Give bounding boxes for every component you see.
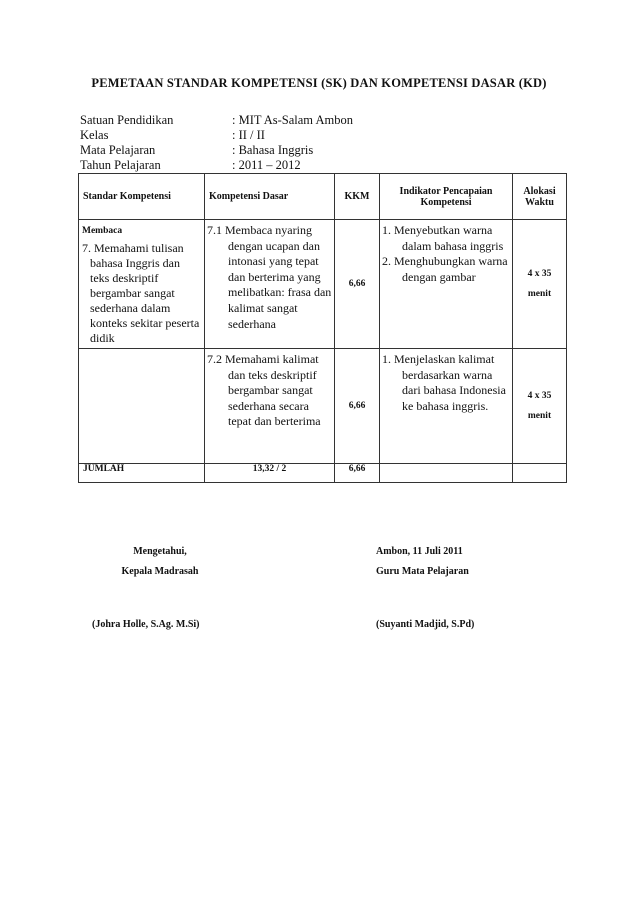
signature-left-line1: Mengetahui, — [133, 546, 187, 557]
indikator-cell — [380, 220, 513, 349]
info-row-tahun — [80, 158, 353, 173]
sk-cell — [79, 220, 205, 349]
total-row — [79, 464, 567, 483]
header-kd: Kompetensi Dasar — [205, 174, 335, 220]
alokasi-cell — [513, 349, 567, 464]
header-indikator: Indikator Pencapaian Kompetensi — [380, 174, 513, 220]
signature-left — [80, 542, 240, 582]
info-value: : II / II — [232, 128, 265, 142]
table-row — [79, 220, 567, 349]
info-row-kelas — [80, 128, 353, 143]
kd-cell — [205, 220, 335, 349]
kd-cell — [205, 349, 335, 464]
sk-text: 7. Memahami tulisan bahasa Inggris dan teks deskriptif bergambar sangat sederhana dalam konteks sekitar peserta didik — [82, 241, 200, 345]
document-info — [80, 113, 353, 173]
indikator-item: 2. Menghubungkan warna dengan gambar — [382, 254, 508, 284]
signature-right-line2: Guru Mata Pelajaran — [376, 566, 469, 577]
table-header-row — [79, 174, 567, 220]
header-sk: Standar Kompetensi — [79, 174, 205, 220]
alokasi-line2: menit — [527, 411, 552, 421]
total-kkm-value: 6,66 — [335, 464, 380, 483]
indikator-cell — [380, 349, 513, 464]
header-alokasi-line1: Alokasi — [523, 185, 556, 197]
info-label: Mata Pelajaran — [80, 143, 156, 157]
table-row — [79, 349, 567, 464]
kkm-cell: 6,66 — [335, 220, 380, 349]
header-alokasi-line2: Waktu — [525, 196, 554, 208]
total-label: JUMLAH — [79, 464, 205, 483]
signature-right-line1: Ambon, 11 Juli 2011 — [376, 546, 463, 557]
indikator-item: 1. Menjelaskan kalimat berdasarkan warna dari bahasa Indonesia ke bahasa inggris. — [382, 352, 506, 413]
signature-right-name: (Suyanti Madjid, S.Pd) — [376, 619, 475, 630]
info-row-mapel — [80, 143, 353, 158]
kd-text: 7.1 Membaca nyaring dengan ucapan dan intonasi yang tepat dan berterima yang melibatkan: frasa dan kalimat sangat sederhana — [207, 223, 332, 331]
signature-left-name: (Johra Holle, S.Ag. M.Si) — [92, 619, 200, 630]
header-kkm: KKM — [335, 174, 380, 220]
alokasi-line1: 4 x 35 — [527, 269, 552, 279]
document-title: PEMETAAN STANDAR KOMPETENSI (SK) DAN KOMPETENSI DASAR (KD) — [91, 76, 547, 90]
info-value: : 2011 – 2012 — [232, 158, 301, 172]
indikator-item: 1. Menyebutkan warna dalam bahasa inggris — [382, 223, 504, 253]
info-label: Satuan Pendidikan — [80, 113, 174, 127]
total-empty-cell — [513, 464, 567, 483]
signature-left-line2: Kepala Madrasah — [121, 566, 199, 577]
kkm-cell: 6,66 — [335, 349, 380, 464]
kd-text: 7.2 Memahami kalimat dan teks deskriptif bergambar sangat sederhana secara tepat dan berterima — [207, 352, 321, 429]
header-alokasi — [513, 174, 567, 220]
sk-category: Membaca — [82, 226, 123, 236]
total-kd-value: 13,32 / 2 — [205, 464, 335, 483]
alokasi-cell — [513, 220, 567, 349]
info-row-satuan — [80, 113, 353, 128]
sk-cell-empty — [79, 349, 205, 464]
competency-table — [78, 173, 567, 483]
signature-right — [376, 542, 469, 582]
alokasi-line2: menit — [527, 289, 552, 299]
total-empty-cell — [380, 464, 513, 483]
info-value: : MIT As-Salam Ambon — [232, 113, 353, 127]
info-label: Tahun Pelajaran — [80, 158, 161, 172]
alokasi-line1: 4 x 35 — [527, 391, 552, 401]
info-value: : Bahasa Inggris — [232, 143, 314, 157]
info-label: Kelas — [80, 128, 109, 142]
